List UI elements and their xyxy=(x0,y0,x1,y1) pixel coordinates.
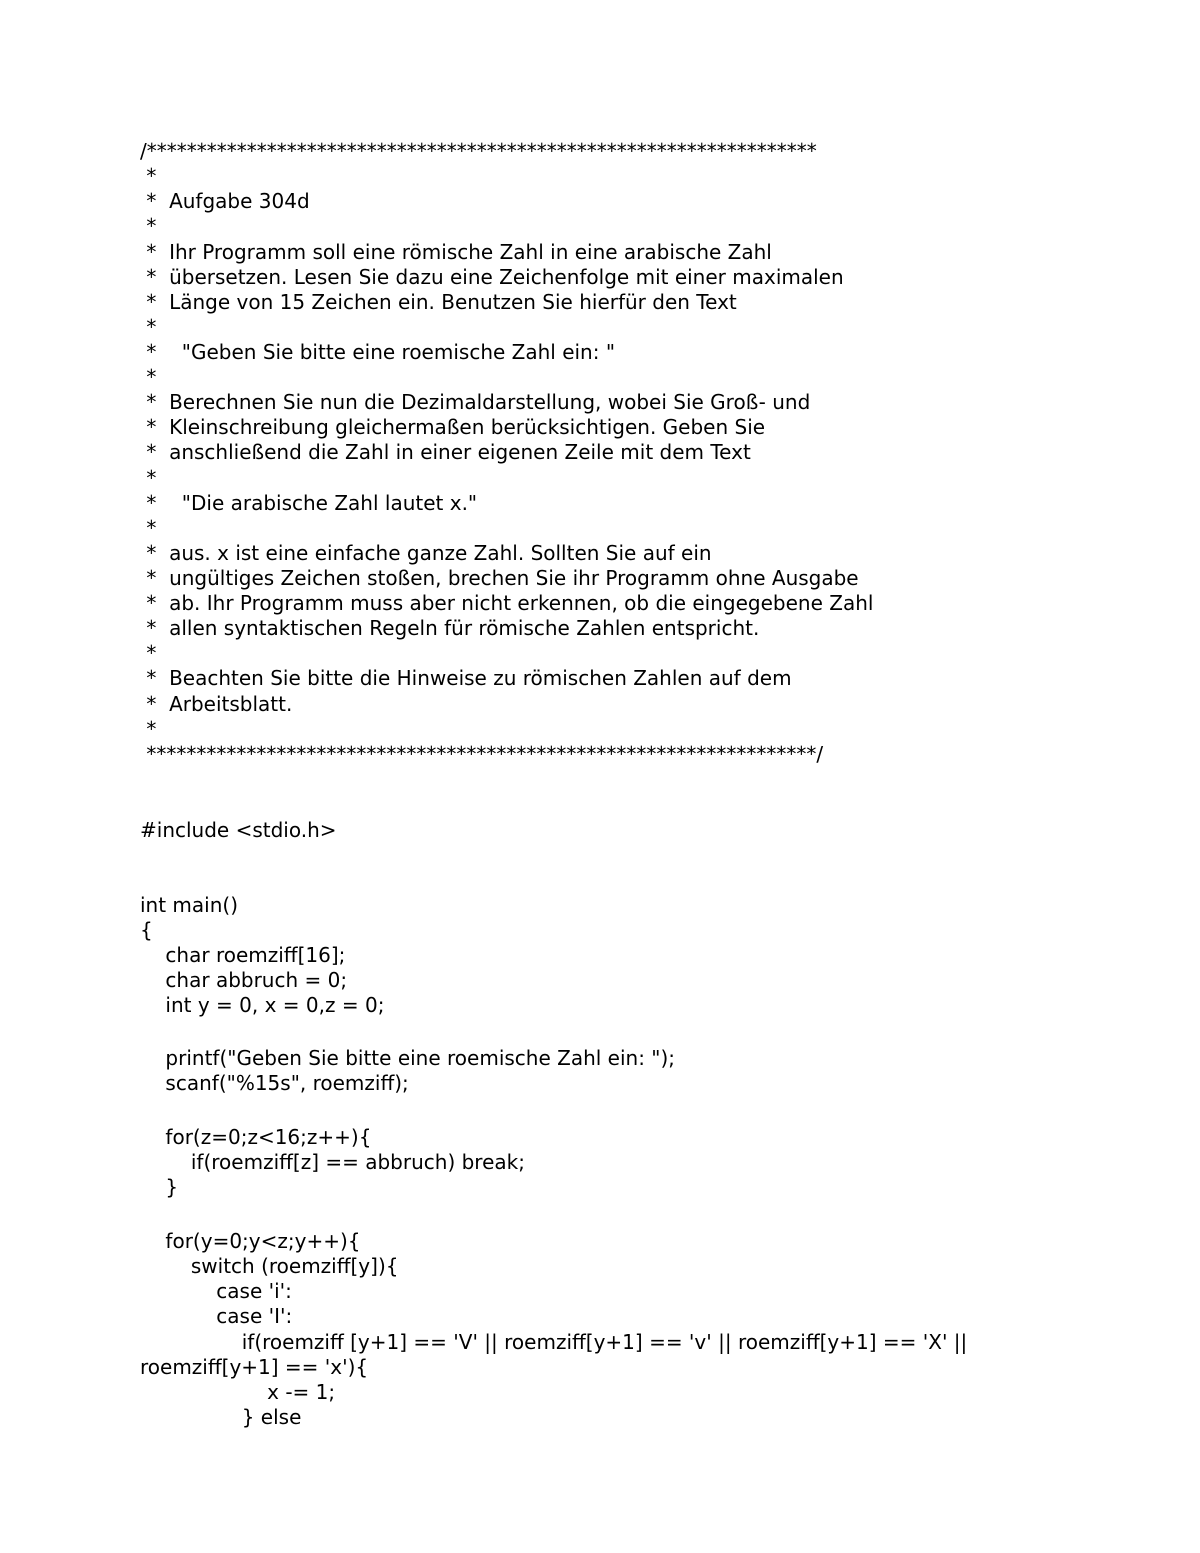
code-line: switch (roemziff[y]){ xyxy=(140,1254,399,1278)
comment-line: * Ihr Programm soll eine römische Zahl in eine arabische Zahl xyxy=(140,240,772,264)
comment-line: * xyxy=(140,315,157,339)
comment-quote: * "Die arabische Zahl lautet x." xyxy=(140,491,478,515)
code-line: int main() xyxy=(140,893,239,917)
code-line: case 'I': xyxy=(140,1304,293,1328)
comment-line: * Länge von 15 Zeichen ein. Benutzen Sie hierfür den Text xyxy=(140,290,737,314)
comment-line: * Beachten Sie bitte die Hinweise zu römischen Zahlen auf dem xyxy=(140,666,792,690)
code-line: char roemziff[16]; xyxy=(140,943,346,967)
comment-line: * xyxy=(140,164,157,188)
comment-line: * xyxy=(140,365,157,389)
code-line: } xyxy=(140,1175,179,1199)
comment-border-top: /******************************************************************* xyxy=(140,139,817,163)
comment-border-bottom: *******************************************************************/ xyxy=(140,742,824,766)
code-line: char abbruch = 0; xyxy=(140,968,348,992)
comment-line: * anschließend die Zahl in einer eigenen Zeile mit dem Text xyxy=(140,440,751,464)
code-line: if(roemziff[z] == abbruch) break; xyxy=(140,1150,525,1174)
comment-line: * Kleinschreibung gleichermaßen berücksichtigen. Geben Sie xyxy=(140,415,766,439)
code-line: printf("Geben Sie bitte eine roemische Zahl ein: "); xyxy=(140,1046,676,1070)
comment-line: * xyxy=(140,214,157,238)
code-line: if(roemziff [y+1] == 'V' || roemziff[y+1] == 'v' || roemziff[y+1] == 'X' || xyxy=(140,1330,968,1354)
comment-line: * Berechnen Sie nun die Dezimaldarstellung, wobei Sie Groß- und xyxy=(140,390,811,414)
comment-quote: * "Geben Sie bitte eine roemische Zahl ein: " xyxy=(140,340,616,364)
comment-line: * übersetzen. Lesen Sie dazu eine Zeichenfolge mit einer maximalen xyxy=(140,265,844,289)
comment-line: * allen syntaktischen Regeln für römische Zahlen entspricht. xyxy=(140,616,760,640)
comment-title: * Aufgabe 304d xyxy=(140,189,310,213)
comment-line: * xyxy=(140,641,157,665)
code-line: scanf("%15s", roemziff); xyxy=(140,1071,409,1095)
comment-line: * Arbeitsblatt. xyxy=(140,692,293,716)
comment-line: * aus. x ist eine einfache ganze Zahl. Sollten Sie auf ein xyxy=(140,541,712,565)
code-line: for(y=0;y<z;y++){ xyxy=(140,1229,361,1253)
comment-line: * ungültiges Zeichen stoßen, brechen Sie ihr Programm ohne Ausgabe xyxy=(140,566,859,590)
code-line: { xyxy=(140,918,153,942)
code-line: roemziff[y+1] == 'x'){ xyxy=(140,1355,369,1379)
comment-line: * xyxy=(140,516,157,540)
code-line: } else xyxy=(140,1405,302,1429)
comment-line: * xyxy=(140,466,157,490)
code-line: x -= 1; xyxy=(140,1380,336,1404)
code-line: int y = 0, x = 0,z = 0; xyxy=(140,993,385,1017)
include-directive: #include <stdio.h> xyxy=(140,818,337,842)
code-line: case 'i': xyxy=(140,1279,292,1303)
comment-line: * ab. Ihr Programm muss aber nicht erkennen, ob die eingegebene Zahl xyxy=(140,591,874,615)
comment-line: * xyxy=(140,717,157,741)
code-line: for(z=0;z<16;z++){ xyxy=(140,1125,372,1149)
